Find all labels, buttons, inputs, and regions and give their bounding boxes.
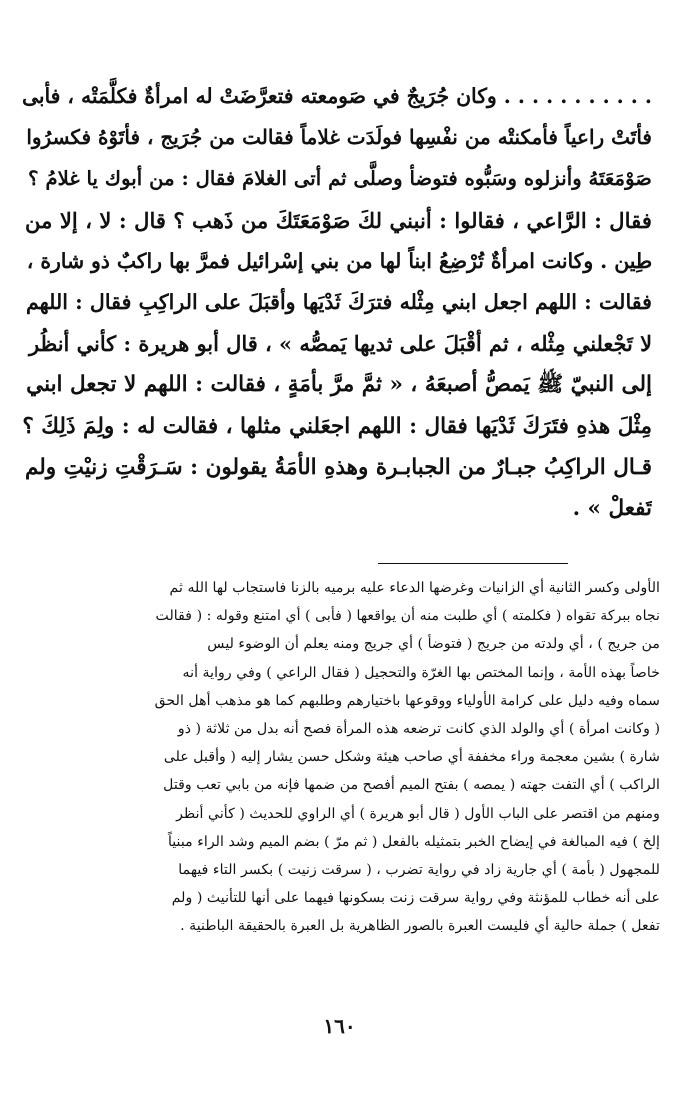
main-text-line: فقالت : اللهم اجعل ابني مِثْله فترَكَ ثَدْيَها وأقبَلَ على الراكِبِ فقال : اللهم bbox=[25, 289, 652, 314]
footnote-line: تفعل ) جملة حالية أي فليست العبرة بالصور الظاهرية بل العبرة بالحقيقة الباطنية . bbox=[180, 918, 660, 935]
footnote-line: سماه وفيه دليل على كرامة الأولياء ووقوعها باختيارهم وطلبهم كما هو مذهب أهل الحق bbox=[154, 692, 660, 709]
main-text-line: لا تَجْعلني مِثْله ، ثم أقْبَلَ على ثديها يَمصُّه » ، قال أبو هريرة : كأني أنظُر bbox=[29, 331, 652, 357]
footnotes bbox=[20, 574, 660, 940]
footnote-line: إلخ ) فيه المبالغة في إيضاح الخبر بتمثيله بالفعل ( ثم مرّ ) بضم الميم وشد الراء مبنياً bbox=[167, 833, 660, 850]
main-text-line: تَفعلْ » . bbox=[572, 495, 652, 521]
main-text-line: فأتَتْ راعياً فأمكنتْه من نفْسِها فولَدَت غلاماً فقالت من جُرَيج ، فأتَوْهُ فكسرُوا bbox=[26, 125, 652, 150]
main-text-line: مِثْلَ هذهِ فتَرَكَ ثَدْيَها فقال : اللهم اجعَلني مثلها ، فقالت له : ولِمَ ذَلِكَ ؟ bbox=[22, 413, 652, 439]
footnote-line: للمجهول ( بأمة ) أي جارية زاد في رواية تضرب ، ( سرقت زنيت ) بكسر التاء فيهما bbox=[178, 861, 660, 878]
footnote-divider bbox=[378, 563, 568, 564]
footnote-line: ومنهم من اقتصر على الباب الأول ( قال أبو هريرة ) أي الراوي للحديث ( كأني أنظر bbox=[176, 805, 660, 822]
footnote-line: نجاه ببركة تقواه ( فكلمته ) أي طلبت منه أن يواقعها ( فأبى ) أي امتنع وقوله : ( فقالت bbox=[155, 608, 660, 625]
footnote-line: ( وكانت امرأة ) أي والولد الذي كانت ترضعه هذه المرأة فصح أنه بدل من ثلاثة ( ذو bbox=[177, 720, 660, 737]
main-text-line: قـال الراكِبُ جبـارٌ من الجبابـرة وهذهِ الأمَةُ يقولون : سَـرَقْتِ زنيْتِ ولم bbox=[24, 454, 652, 480]
footnote-line: الراكب ) أي التفت جهته ( يمصه ) بفتح الميم أفصح من ضمها فإنه من بابي تعب وقتل bbox=[163, 777, 660, 794]
footnote-line: من جريج ) ، أي ولدته من جريج ( فتوضأ ) أي جريج ومنه يعلم أن الوضوء ليس bbox=[207, 636, 660, 653]
main-text-line: إلى النبيّ ﷺ يَمصُّ أصبعَهُ ، « ثمَّ مرَّ بأمَةٍ ، فقالت : اللهم لا تجعل ابني bbox=[26, 372, 652, 398]
page-number: ١٦٠ bbox=[323, 1014, 356, 1038]
main-text-line: صَوْمَعَتَهُ وأنزلوه وسَبُّوه فتوضأ وصلَّى ثم أتى الغلامَ فقال : من أبوك يا غلامُ ؟ bbox=[28, 167, 652, 191]
footnote-line: الأولى وكسر الثانية أي الزانيات وغرضها الدعاء عليه برميه بالزنا فاستجاب لها الله ثم bbox=[169, 580, 660, 596]
main-text-line: فقال : الرَّاعي ، فقالوا : أنبني لكَ صَوْمَعَتَكَ من ذَهب ؟ قال : لا ، إلا من bbox=[25, 207, 652, 233]
footnote-line: خاصاً بهذه الأمة ، وإنما المختص بها الغرّة والتحجيل ( فقال الراعي ) وفي رواية أنه bbox=[182, 664, 660, 681]
footnote-line: على أنه خطاب للمؤنثة وفي رواية سرقت زنت بسكونها فيهما على أنها للتأنيث ( ولم bbox=[171, 890, 660, 907]
footnote-line: شارة ) بشين معجمة وراء مخففة أي صاحب هيئة وشكل حسن يشار إليه ( وأقبل على bbox=[163, 749, 660, 766]
main-text-line: . . . . . . . . . . . وكان جُرَيجٌ في صَومعته فتعرَّضَتْ له امرأةٌ فكلَّمَتْه ، فأبى bbox=[22, 84, 652, 108]
main-text-line: طِين . وكانت امرأةٌ تُرْضِعُ ابناً لها من بني إسْرائيل فمرَّ بها راكبٌ ذو شارة ، bbox=[26, 248, 652, 273]
main-hadith-text bbox=[22, 76, 652, 529]
